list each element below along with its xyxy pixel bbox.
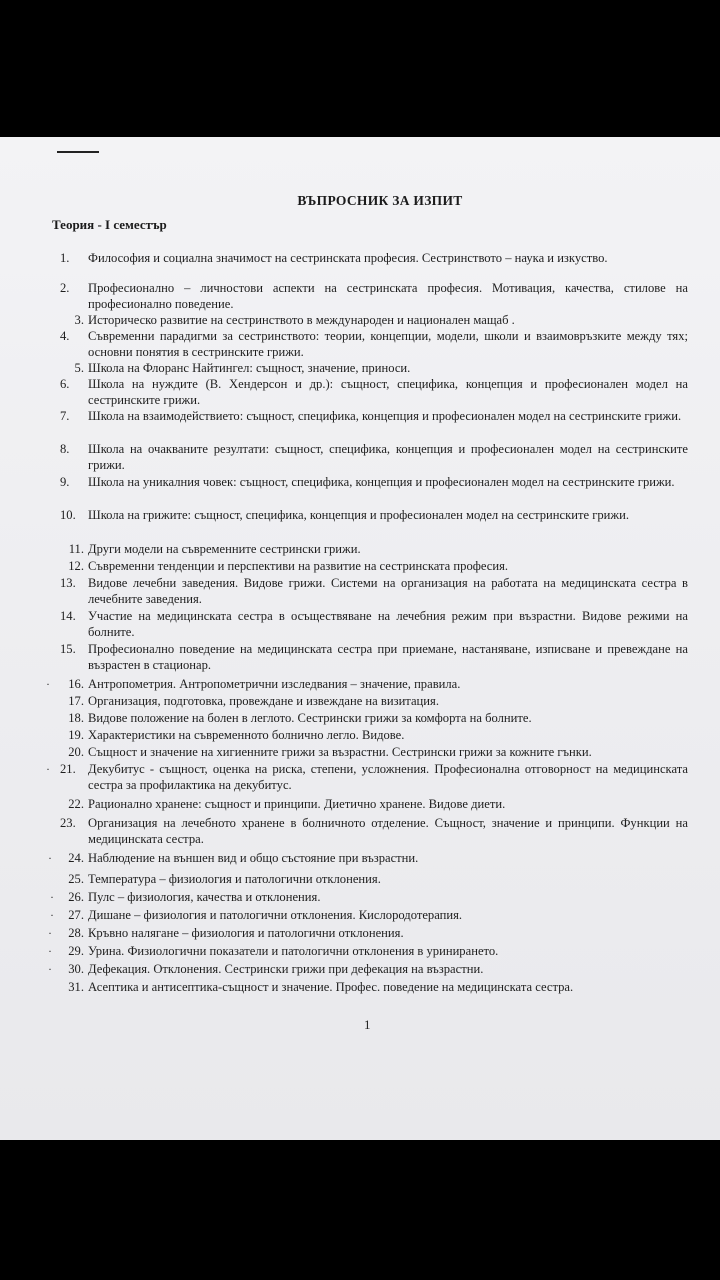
pen-tick-mark: · xyxy=(48,962,52,976)
item-number: 5. xyxy=(74,361,84,375)
pen-tick-mark: · xyxy=(46,677,50,691)
list-item xyxy=(68,745,688,761)
item-text: Съвременни парадигми за сестринството: теории, концепции, модели, школи и взаимовръзките между тях; основни понятия в сестринските грижи. xyxy=(88,329,688,359)
list-item xyxy=(68,694,688,710)
list-item xyxy=(60,377,688,408)
list-item xyxy=(68,926,688,942)
item-text: Дишане – физиология и патологични отклонения. Кислородотерапия. xyxy=(88,908,463,922)
pen-tick-mark: · xyxy=(48,944,52,958)
item-number: 6. xyxy=(60,377,70,391)
list-item xyxy=(60,642,688,673)
item-number: 15. xyxy=(60,642,76,656)
item-number: 14. xyxy=(60,609,76,623)
list-item xyxy=(60,816,688,847)
item-text: Участие на медицинската сестра в осъществяване на лечебния режим при възрастни. Видове режими на болните. xyxy=(88,609,688,639)
list-item xyxy=(60,281,688,312)
list-item xyxy=(68,677,688,693)
item-text: Температура – физиология и патологични отклонения. xyxy=(88,872,381,886)
item-text: Урина. Физиологични показатели и патологични отклонения в уринирането. xyxy=(88,944,499,958)
item-number: 20. xyxy=(68,745,84,759)
document-photo xyxy=(0,137,720,1140)
item-number: 8. xyxy=(60,442,70,456)
item-number: 16. xyxy=(68,677,84,691)
list-item xyxy=(60,609,688,640)
item-text: Школа на очакваните резултати: същност, специфика, концепция и професионален модел на сестринските грижи. xyxy=(88,442,688,472)
pen-tick-mark: · xyxy=(48,851,52,865)
list-item xyxy=(60,508,688,524)
section-heading: Теория - I семестър xyxy=(52,217,167,232)
item-text: Видове положение на болен в леглото. Сестрински грижи за комфорта на болните. xyxy=(88,711,532,725)
item-number: 11. xyxy=(68,542,84,556)
list-item xyxy=(68,944,688,960)
item-number: 17. xyxy=(68,694,84,708)
page-title: ВЪПРОСНИК ЗА ИЗПИТ xyxy=(297,193,463,208)
list-item xyxy=(60,329,688,360)
item-text: Организация на лечебното хранене в болничното отделение. Същност, значение и принципи. Функции на медицинската сестра. xyxy=(88,816,688,846)
list-item xyxy=(68,728,688,744)
item-number: 4. xyxy=(60,329,70,343)
item-number: 27. xyxy=(68,908,84,922)
item-text: Историческо развитие на сестринството в международен и национален мащаб . xyxy=(88,313,515,327)
item-number: 7. xyxy=(60,409,70,423)
list-item xyxy=(60,762,688,793)
item-number: 30. xyxy=(68,962,84,976)
item-number: 9. xyxy=(60,475,70,489)
item-number: 10. xyxy=(60,508,76,522)
item-text: Школа на нуждите (В. Хендерсон и др.): същност, специфика, концепция и професионален модел на сестринските грижи. xyxy=(88,377,688,407)
item-number: 31. xyxy=(68,980,84,994)
pen-tick-mark: · xyxy=(48,926,52,940)
item-text: Школа на уникалния човек: същност, специфика, концепция и професионален модел на сестринските грижи. xyxy=(88,475,675,489)
list-item xyxy=(68,908,688,924)
list-item xyxy=(68,797,688,813)
header-dash xyxy=(57,151,99,153)
item-text: Асептика и антисептика-същност и значение. Профес. поведение на медицинската сестра. xyxy=(88,980,574,994)
item-number: 18. xyxy=(68,711,84,725)
list-item xyxy=(60,475,688,491)
pen-tick-mark: · xyxy=(50,908,54,922)
list-item xyxy=(60,409,688,425)
item-text: Рационално хранене: същност и принципи. Диетично хранене. Видове диети. xyxy=(88,797,506,811)
pen-tick-mark: · xyxy=(50,890,54,904)
pen-tick-mark: · xyxy=(46,762,50,776)
item-text: Школа на взаимодействието: същност, специфика, концепция и професионален модел на сестринските грижи. xyxy=(88,409,682,423)
item-number: 12. xyxy=(68,559,84,573)
list-item xyxy=(68,559,688,575)
list-item xyxy=(60,576,688,607)
item-number: 23. xyxy=(60,816,76,830)
item-text: Антропометрия. Антропометрични изследвания – значение, правила. xyxy=(88,677,461,691)
item-text: Наблюдение на външен вид и общо състояние при възрастни. xyxy=(88,851,419,865)
item-number: 1. xyxy=(60,251,70,265)
item-text: Организация, подготовка, провеждане и извеждане на визитация. xyxy=(88,694,439,708)
item-number: 24. xyxy=(68,851,84,865)
item-text: Школа на грижите: същност, специфика, концепция и професионален модел на сестринските грижи. xyxy=(88,508,629,522)
item-number: 26. xyxy=(68,890,84,904)
page-number: 1 xyxy=(364,1017,371,1032)
item-text: Други модели на съвременните сестрински грижи. xyxy=(88,542,361,556)
item-text: Декубитус - същност, оценка на риска, степени, усложнения. Професионална отговорност на медицинската сестра за профилактика на декубитус. xyxy=(88,762,688,792)
list-item xyxy=(68,890,688,906)
list-item xyxy=(74,313,688,329)
item-number: 25. xyxy=(68,872,84,886)
item-text: Характеристики на съвременното болнично легло. Видове. xyxy=(88,728,405,742)
item-number: 3. xyxy=(74,313,84,327)
item-number: 22. xyxy=(68,797,84,811)
item-number: 13. xyxy=(60,576,76,590)
item-text: Философия и социална значимост на сестринската професия. Сестринството – наука и изкуство. xyxy=(88,251,608,265)
list-item xyxy=(68,851,688,867)
list-item xyxy=(68,711,688,727)
list-item xyxy=(68,980,688,996)
item-number: 28. xyxy=(68,926,84,940)
item-number: 2. xyxy=(60,281,70,295)
item-text: Пулс – физиология, качества и отклонения. xyxy=(88,890,321,904)
item-text: Същност и значение на хигиенните грижи за възрастни. Сестрински грижи за кожните гънки. xyxy=(88,745,592,759)
item-text: Кръвно налягане – физиология и патологични отклонения. xyxy=(88,926,404,940)
list-item xyxy=(74,361,688,377)
item-number: 29. xyxy=(68,944,84,958)
item-text: Школа на Флоранс Найтингел: същност, значение, приноси. xyxy=(88,361,411,375)
item-number: 21. xyxy=(60,762,76,776)
item-number: 19. xyxy=(68,728,84,742)
list-item xyxy=(60,251,688,267)
list-item xyxy=(68,542,688,558)
item-text: Съвременни тенденции и перспективи на развитие на сестринската професия. xyxy=(88,559,509,573)
item-text: Видове лечебни заведения. Видове грижи. Системи на организация на работата на медицинската сестра в лечебните заведения. xyxy=(88,576,688,606)
item-text: Дефекация. Отклонения. Сестрински грижи при дефекация на възрастни. xyxy=(88,962,484,976)
list-item xyxy=(68,962,688,978)
item-text: Професионално поведение на медицинската сестра при приемане, настаняване, изписване и превеждане на възрастен в стационар. xyxy=(88,642,688,672)
list-item xyxy=(68,872,688,888)
item-text: Професионално – личностови аспекти на сестринската професия. Мотивация, качества, стилове на професионално поведение. xyxy=(88,281,688,311)
list-item xyxy=(60,442,688,473)
